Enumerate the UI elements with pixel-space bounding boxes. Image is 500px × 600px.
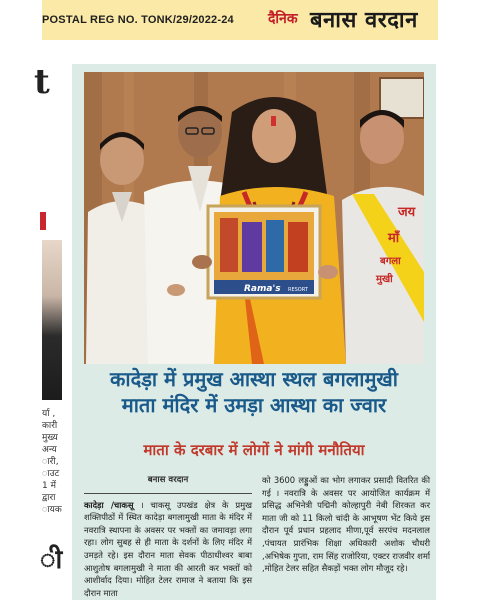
paper-name: बनास वरदान [310,8,418,33]
sash-text: बगला [380,256,401,267]
byline-rule [84,493,252,494]
adjacent-red-marker [40,212,46,230]
dateline: कादेड़ा /चाकसू [84,499,134,510]
adjacent-text-line: ाउट [42,469,60,479]
sash-text: मुखी [376,274,393,285]
adjacent-large-character-2: ी [40,545,63,575]
sash-text: जय [398,205,416,220]
paper-prefix: दैनिक [268,11,298,27]
byline: बनास वरदान [147,475,189,485]
sash-text: माँ [388,231,400,246]
body-text-left: । चाकसू उपखंड क्षेत्र के प्रमुख शक्तिपीठों में स्थित कादेड़ा बगलामुखी माता के मंदिर में नवरात्रि स्थापना के अवसर पर भक्तों का जमावड़ा लगा रहा। लोग सुबह से ही माता के दर्शनों के लिए मंदिर में उमड़ते रहे। इस दौरान माता सेवक पीठाधीश्वर बाबा आशुतोष बगलामुखी ने माता की आरती कर भक्तों को आशीर्वाद दिया। मोहित टेलर रामाज ने बताया कि इस दौरान माता [84,499,252,598]
adjacent-large-character: t [34,62,50,102]
article-column-right [262,474,430,575]
newspaper-masthead [42,0,438,40]
body-text-right: को 3600 लड्डुओं का भोग लगाकर प्रसादी वितरित की गई । नवरात्रि के अवसर पर आयोजित कार्यक्रम में प्रसिद्ध अभिनेत्री पद्मिनी कोल्हापुरी नेबी शिरकत कर माता जी को 11 किलो चांदी के आभूषण भेंट किये इस दौरान पूर्व प्रधान प्रहलाद मीणा,पूर्व सरपंच मदनलाल ,पंचायत प्रारंभिक शिक्षा अधिकारी अशोक चौधरी ,अभिषेक गुप्ता, राम सिंह राजोरिया, एक्टर राजवीर शर्मा ,मोहित टेलर सहित सैकड़ों भक्त लोग मौजूद रहे। [262,475,430,574]
adjacent-text-line: 1 में [42,481,56,491]
adjacent-text-line: ायक [42,505,62,515]
article-subheadline: माता के दरबार में लोगों ने मांगी मनौतिया [143,441,365,459]
headline-line-1: कादेड़ा में प्रमुख आस्था स्थल बगलामुखी [110,367,398,391]
article-column-left [84,474,252,599]
headline-line-2: माता मंदिर में उमड़ा आस्था का ज्वार [121,393,387,417]
adjacent-text-line: मुख्य [42,433,58,443]
adjacent-column-strip [0,0,62,600]
article-photo [84,72,424,364]
frame-brand: Rama's [244,284,281,294]
frame-tag: RESORT [288,287,308,293]
adjacent-text-line: अन्य [42,445,57,455]
adjacent-text-line: र्या , [42,409,56,419]
postal-registration: POSTAL REG NO. TONK/29/2022-24 [42,14,234,26]
adjacent-text-line: द्वारा [42,493,56,503]
adjacent-text-line: ारी, [42,457,59,467]
adjacent-photo-fragment [42,240,62,400]
article-headline [84,366,424,418]
adjacent-text-line: कारी [42,421,58,431]
